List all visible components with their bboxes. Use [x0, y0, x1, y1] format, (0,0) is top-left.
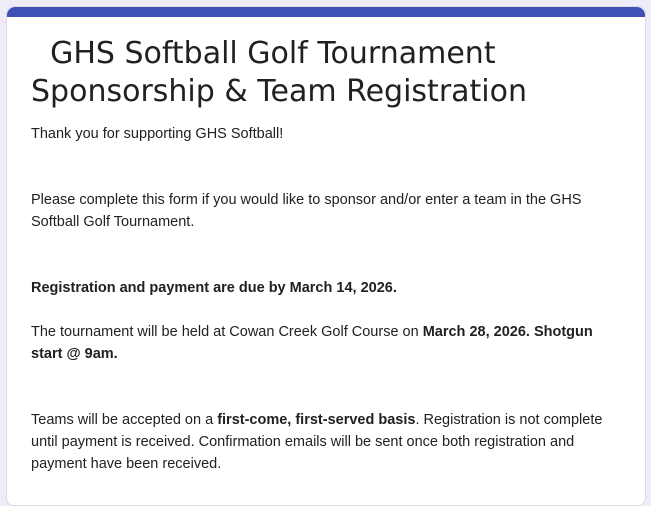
acceptance-text-b: . Registration is not complete until payment is received. Confirmation emails will be sent once both registration and payment have been received. — [31, 412, 603, 472]
form-description — [31, 123, 611, 475]
form-title-line-1: GHS Softball Golf Tournament — [31, 36, 496, 71]
description-thanks: Thank you for supporting GHS Softball! — [31, 126, 284, 142]
form-header-content — [31, 35, 611, 475]
form-title — [31, 35, 611, 111]
description-acceptance — [31, 409, 611, 475]
card-accent-bar — [7, 7, 645, 17]
form-title-line-2: Sponsorship & Team Registration — [31, 74, 527, 109]
description-location — [31, 321, 611, 365]
acceptance-basis: first-come, first-served basis — [217, 412, 416, 428]
form-header-card — [6, 6, 646, 506]
location-text: The tournament will be held at Cowan Creek Golf Course on — [31, 324, 423, 340]
description-instructions: Please complete this form if you would like to sponsor and/or enter a team in the GHS Softball Golf Tournament. — [31, 192, 582, 230]
location-date-time: March 28, 2026. Shotgun start @ 9am. — [31, 324, 593, 362]
acceptance-text-a: Teams will be accepted on a — [31, 412, 218, 428]
description-deadline: Registration and payment are due by March 14, 2026. — [31, 280, 397, 296]
